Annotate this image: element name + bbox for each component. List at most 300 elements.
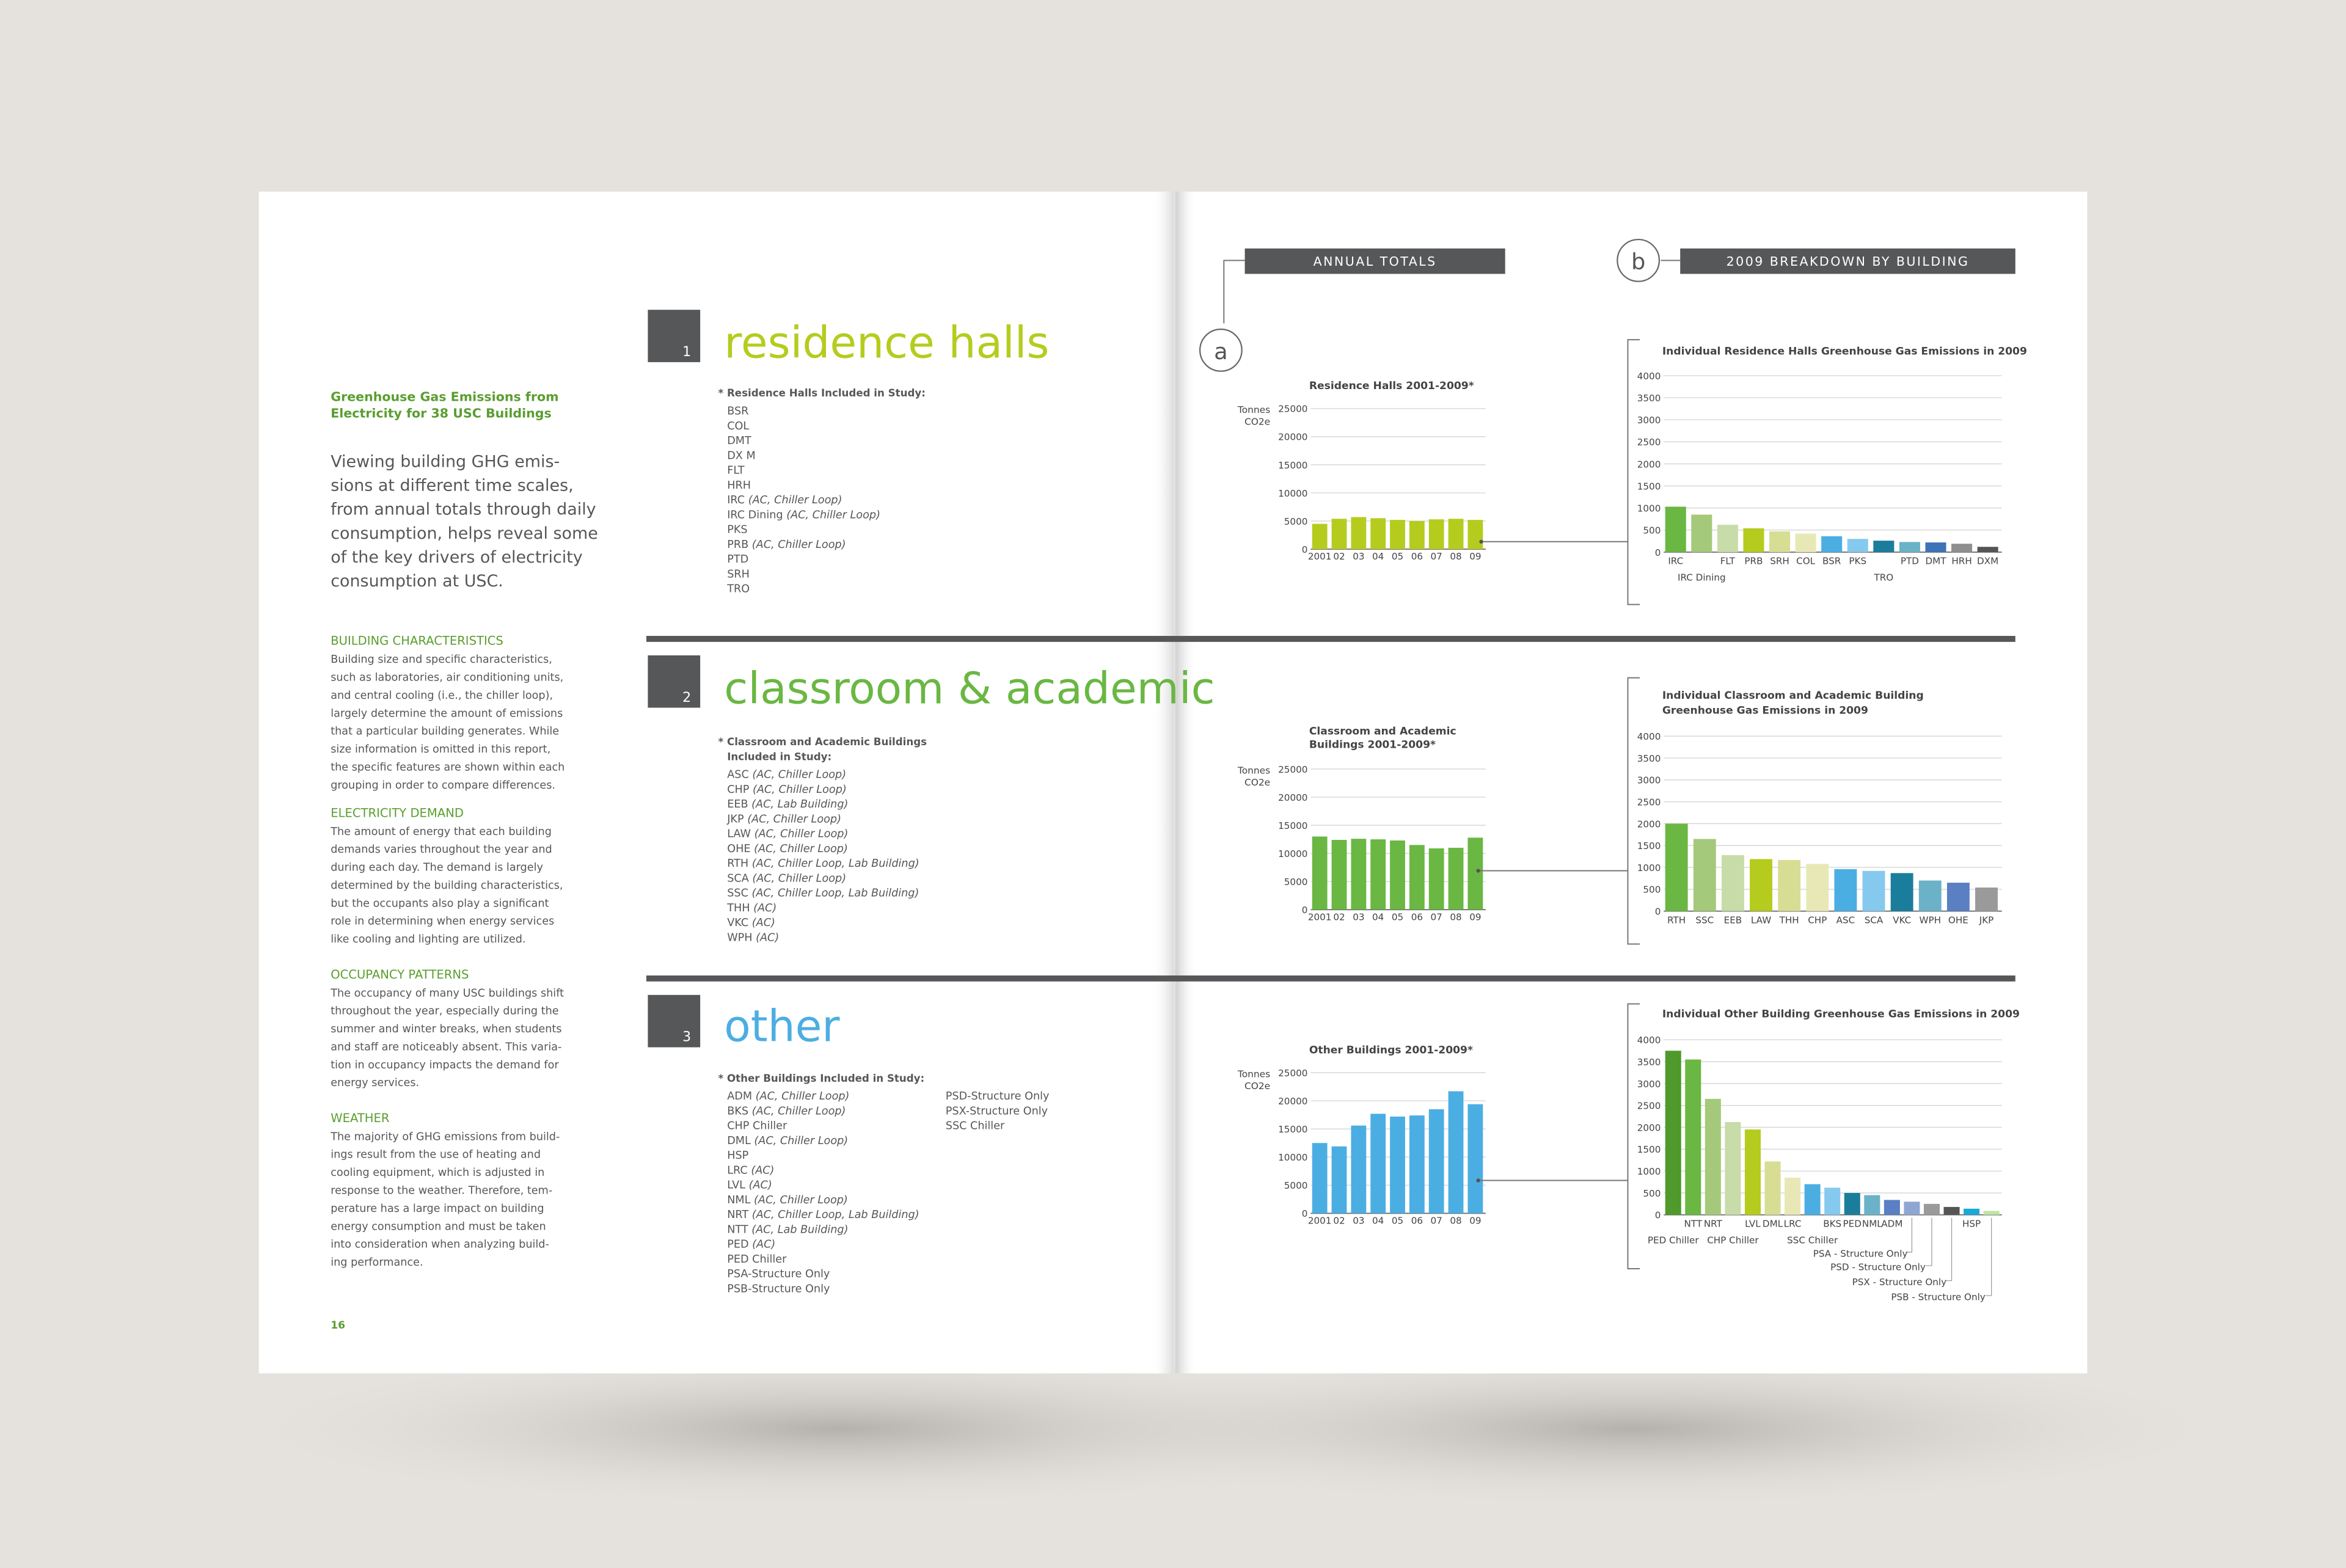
tick-label: 2500: [1637, 437, 1661, 448]
building-item: PSB-Structure Only: [727, 1283, 830, 1296]
building-item: OHE (AC, Chiller Loop): [727, 842, 848, 855]
bar: [1390, 841, 1405, 910]
category-label: IRC: [1668, 555, 1684, 567]
tick-label: 15000: [1278, 820, 1308, 831]
divider-2: [646, 975, 2015, 982]
section-line: summer and winter breaks, when students: [331, 1023, 562, 1036]
bar: [1750, 859, 1772, 911]
bar: [1332, 840, 1347, 910]
building-item: PTD: [727, 553, 749, 566]
tick-label: 15000: [1278, 1124, 1308, 1136]
y-axis-label-unit: CO2e: [1244, 776, 1271, 788]
intro-line: Viewing building GHG emis-: [331, 452, 560, 472]
bar: [1806, 864, 1829, 911]
section-line: response to the weather. Therefore, tem-: [331, 1184, 553, 1197]
bar: [1844, 1193, 1860, 1215]
bar: [1409, 1115, 1425, 1213]
section-line: Building size and specific characteristics,: [331, 654, 552, 666]
bar: [1891, 873, 1913, 911]
bar: [1873, 541, 1894, 552]
building-item: CHP Chiller: [727, 1120, 787, 1132]
included-title: * Classroom and Academic Buildings: [718, 735, 927, 748]
section-line: and staff are noticeably absent. This varia-: [331, 1041, 562, 1054]
category-label: 06: [1411, 911, 1423, 923]
bar: [1685, 1060, 1701, 1215]
tick-label: 3500: [1637, 753, 1661, 764]
section-line: energy services.: [331, 1077, 420, 1090]
section-line: and central cooling (i.e., the chiller loop),: [331, 689, 554, 702]
chart-title: Other Buildings 2001-2009*: [1309, 1044, 1473, 1057]
category-label: 05: [1391, 551, 1404, 563]
category-label: 05: [1391, 1215, 1404, 1227]
building-item: PSA-Structure Only: [727, 1268, 830, 1281]
bar: [1805, 1184, 1821, 1215]
bar: [1978, 547, 1998, 552]
category-label: 2001: [1307, 551, 1332, 563]
tick-label: 1500: [1637, 841, 1661, 852]
category-label: 03: [1353, 911, 1365, 923]
category-label: LRC: [1783, 1218, 1802, 1230]
category-label: CHP: [1808, 914, 1827, 926]
section-line: size information is omitted in this report,: [331, 743, 551, 756]
category-label: 07: [1430, 1215, 1442, 1227]
tick-label: 3500: [1637, 392, 1661, 404]
building-item: IRC Dining (AC, Chiller Loop): [727, 509, 880, 522]
category-label: 06: [1411, 551, 1423, 563]
building-item: LAW (AC, Chiller Loop): [727, 828, 849, 841]
bar: [1312, 524, 1328, 549]
bar: [1665, 1051, 1681, 1215]
section-line: such as laboratories, air conditioning units,: [331, 671, 564, 684]
section-line: The amount of energy that each building: [331, 825, 552, 838]
bar: [1449, 1092, 1464, 1214]
building-item: RTH (AC, Chiller Loop, Lab Building): [727, 858, 919, 870]
tick-label: 0: [1301, 1208, 1308, 1220]
tick-label: 5000: [1284, 516, 1308, 527]
tick-label: 1500: [1637, 1144, 1661, 1156]
category-label: HRH: [1951, 555, 1972, 567]
bar: [1769, 531, 1790, 552]
tick-label: 25000: [1278, 1068, 1308, 1079]
tick-label: 0: [1301, 544, 1308, 555]
building-item: NTT (AC, Lab Building): [727, 1223, 849, 1236]
bar: [1332, 1147, 1347, 1214]
included-title: Included in Study:: [727, 751, 832, 763]
category-label: 04: [1372, 551, 1384, 563]
section-line: but the occupants also play a significant: [331, 897, 549, 910]
bar: [1390, 1117, 1405, 1213]
section-line: energy consumption and must be taken: [331, 1220, 546, 1233]
intro-line: sions at different time scales,: [331, 476, 574, 495]
category-label: 02: [1333, 1215, 1345, 1227]
section-line: The occupancy of many USC buildings shift: [331, 987, 565, 1000]
bar: [1919, 881, 1942, 911]
tick-label: 5000: [1284, 877, 1308, 888]
category-label: PSD - Structure Only: [1830, 1261, 1926, 1273]
bar: [1390, 520, 1405, 549]
category-label: 02: [1333, 911, 1345, 923]
bar: [1351, 517, 1366, 549]
building-item: CHP (AC, Chiller Loop): [727, 783, 847, 796]
category-label: 08: [1450, 911, 1462, 923]
category-label: NTT: [1684, 1218, 1703, 1230]
section-title: BUILDING CHARACTERISTICS: [331, 633, 503, 648]
bar: [1944, 1207, 1960, 1215]
intro-line: of the key drivers of electricity: [331, 548, 583, 567]
tick-label: 2500: [1637, 1100, 1661, 1112]
bar: [1925, 542, 1946, 552]
bar: [1409, 845, 1425, 910]
category-label: DMT: [1925, 555, 1946, 567]
sidebar-headline-line-1: Greenhouse Gas Emissions from: [331, 389, 559, 404]
bar: [1745, 1129, 1761, 1215]
section-line: cooling equipment, which is adjusted in: [331, 1167, 545, 1180]
category-label: SRH: [1770, 555, 1789, 567]
category-label: 07: [1430, 551, 1442, 563]
bar: [1975, 888, 1998, 911]
building-item: NRT (AC, Chiller Loop, Lab Building): [727, 1209, 919, 1222]
building-item: NML (AC, Chiller Loop): [727, 1194, 848, 1206]
category-label: PSA - Structure Only: [1813, 1248, 1908, 1260]
connector-dot: [1479, 540, 1483, 544]
bar: [1467, 837, 1483, 910]
category-label: EEB: [1723, 914, 1742, 926]
included-title: * Residence Halls Included in Study:: [718, 387, 926, 399]
bar: [1951, 544, 1972, 552]
category-label: 09: [1469, 911, 1482, 923]
bar: [1899, 542, 1920, 552]
category-label: 08: [1450, 551, 1462, 563]
category-label: SSC: [1695, 914, 1714, 926]
category-label: 2001: [1307, 911, 1332, 923]
connector-dot: [1476, 869, 1480, 872]
tick-label: 4000: [1637, 731, 1661, 743]
bar: [1764, 1161, 1780, 1214]
category-label: PSX - Structure Only: [1852, 1276, 1947, 1288]
bar: [1864, 1195, 1880, 1215]
page-number: 16: [331, 1319, 346, 1332]
connector-dot: [1476, 1178, 1480, 1182]
building-item: COL: [727, 420, 750, 432]
tick-label: 0: [1654, 1209, 1661, 1221]
tick-label: 10000: [1278, 1152, 1308, 1164]
tick-label: 25000: [1278, 764, 1308, 775]
building-item: BSR: [727, 405, 749, 418]
bar: [1847, 539, 1868, 552]
bar: [1429, 1109, 1444, 1213]
category-label: THH: [1779, 914, 1799, 926]
category-label: SCA: [1864, 914, 1884, 926]
tick-label: 0: [1301, 905, 1308, 916]
tick-label: 1500: [1637, 481, 1661, 492]
group-number: 3: [682, 1029, 692, 1045]
intro-line: consumption at USC.: [331, 572, 503, 591]
chart-title: Greenhouse Gas Emissions in 2009: [1662, 704, 1868, 717]
group-number: 2: [682, 690, 692, 706]
tick-label: 0: [1654, 906, 1661, 917]
bar: [1429, 848, 1444, 910]
section-line: into consideration when analyzing build-: [331, 1238, 549, 1251]
category-label: 2001: [1307, 1215, 1332, 1227]
tick-label: 500: [1643, 525, 1661, 536]
section-line: perature has a large impact on building: [331, 1202, 544, 1215]
category-label: PED Chiller: [1647, 1234, 1699, 1246]
building-item: DML (AC, Chiller Loop): [727, 1134, 849, 1147]
category-label: JKP: [1979, 914, 1994, 926]
bar: [1691, 515, 1712, 552]
building-item: PSX-Structure Only: [945, 1105, 1048, 1118]
tick-label: 20000: [1278, 792, 1308, 803]
group-title: classroom & academic: [724, 663, 1215, 714]
tick-label: 2000: [1637, 1122, 1661, 1134]
category-label: DXM: [1977, 555, 1999, 567]
tick-label: 15000: [1278, 459, 1308, 471]
category-label: 06: [1411, 1215, 1423, 1227]
category-label: ASC: [1836, 914, 1855, 926]
category-label: BKS: [1823, 1218, 1842, 1230]
building-item: LVL (AC): [727, 1179, 772, 1192]
section-line: tion in occupancy impacts the demand for: [331, 1059, 559, 1071]
bar: [1429, 519, 1444, 549]
building-item: PSD-Structure Only: [945, 1090, 1050, 1103]
bar: [1964, 1209, 1979, 1215]
building-item: VKC (AC): [727, 917, 775, 930]
building-item: SSC (AC, Chiller Loop, Lab Building): [727, 887, 919, 900]
section-line: that a particular building generates. While: [331, 725, 560, 738]
y-axis-label-unit: CO2e: [1244, 1081, 1271, 1092]
category-label: 03: [1353, 551, 1365, 563]
category-label: PSB - Structure Only: [1891, 1291, 1986, 1303]
category-label: LAW: [1750, 914, 1772, 926]
category-label: 05: [1391, 911, 1404, 923]
category-label: 07: [1430, 911, 1442, 923]
group-title: residence halls: [724, 317, 1050, 368]
section-line: during each day. The demand is largely: [331, 861, 543, 874]
section-line: The majority of GHG emissions from build-: [331, 1131, 560, 1143]
building-item: SRH: [727, 568, 750, 581]
tick-label: 3000: [1637, 775, 1661, 786]
bar: [1467, 1104, 1483, 1214]
building-item: EEB (AC, Lab Building): [727, 798, 849, 811]
building-item: JKP (AC, Chiller Loop): [727, 813, 841, 826]
breakdown-label: 2009 BREAKDOWN BY BUILDING: [1726, 253, 1970, 269]
tick-label: 20000: [1278, 1096, 1308, 1107]
section-line: ing performance.: [331, 1256, 423, 1269]
group-number-box: [648, 655, 700, 708]
building-item: PKS: [727, 523, 748, 536]
bar: [1904, 1202, 1920, 1214]
y-axis-label: Tonnes: [1237, 404, 1271, 416]
chart-title: Individual Residence Halls Greenhouse Gas Emissions in 2009: [1662, 345, 2027, 358]
tick-label: 4000: [1637, 1035, 1661, 1046]
bar: [1705, 1099, 1721, 1215]
building-item: IRC (AC, Chiller Loop): [727, 494, 842, 507]
category-label: WPH: [1919, 914, 1942, 926]
bar: [1778, 860, 1800, 911]
bar: [1834, 869, 1857, 911]
category-label: OHE: [1948, 914, 1968, 926]
building-item: ADM (AC, Chiller Loop): [727, 1090, 850, 1103]
category-label: VKC: [1893, 914, 1912, 926]
category-label: PKS: [1849, 555, 1867, 567]
tick-label: 3500: [1637, 1056, 1661, 1068]
section-line: determined by the building characteristics,: [331, 879, 563, 892]
bar: [1743, 528, 1764, 552]
tick-label: 500: [1643, 1187, 1661, 1199]
bar: [1884, 1200, 1900, 1214]
section-line: role in determining when energy services: [331, 915, 555, 928]
chart-title: Residence Halls 2001-2009*: [1309, 379, 1474, 392]
bar: [1824, 1187, 1840, 1214]
category-label: IRC Dining: [1677, 572, 1726, 583]
bar: [1694, 839, 1716, 911]
category-label: RTH: [1667, 914, 1686, 926]
bar: [1717, 525, 1738, 552]
tick-label: 2000: [1637, 459, 1661, 470]
bar: [1796, 534, 1816, 552]
category-label: BSR: [1822, 555, 1841, 567]
section-line: grouping in order to compare differences.: [331, 779, 556, 792]
bar: [1312, 1143, 1328, 1213]
tick-label: 1000: [1637, 503, 1661, 514]
building-item: SCA (AC, Chiller Loop): [727, 872, 847, 885]
category-label: PED: [1843, 1218, 1862, 1230]
tick-label: 2500: [1637, 797, 1661, 808]
y-axis-label: Tonnes: [1237, 1068, 1271, 1080]
bar: [1370, 1114, 1386, 1213]
category-label: ADM: [1881, 1218, 1903, 1230]
group-number-box: [648, 310, 700, 362]
category-label: DML: [1762, 1218, 1783, 1230]
category-label: SSC Chiller: [1787, 1234, 1838, 1246]
building-item: HRH: [727, 479, 751, 492]
building-item: FLT: [727, 464, 745, 477]
bar: [1312, 837, 1328, 910]
building-item: DX M: [727, 450, 756, 462]
tick-label: 4000: [1637, 370, 1661, 382]
bar: [1785, 1178, 1800, 1215]
group-number: 1: [682, 345, 692, 360]
bar: [1351, 839, 1366, 910]
y-axis-label: Tonnes: [1237, 765, 1271, 776]
tick-label: 3000: [1637, 1078, 1661, 1090]
building-item: DMT: [727, 435, 751, 448]
chart-title-line-2: Buildings 2001-2009*: [1309, 738, 1436, 751]
bar: [1984, 1211, 2000, 1214]
category-label: 04: [1372, 1215, 1384, 1227]
y-axis-label-unit: CO2e: [1244, 416, 1271, 428]
building-item: WPH (AC): [727, 932, 780, 944]
bar: [1665, 823, 1688, 911]
group-title: other: [724, 1001, 840, 1052]
bar: [1722, 855, 1744, 911]
tick-label: 20000: [1278, 431, 1308, 443]
bar: [1947, 883, 1970, 911]
bar: [1665, 506, 1686, 552]
section-line: largely determine the amount of emissions: [331, 707, 563, 720]
category-label: 09: [1469, 551, 1482, 563]
bar: [1332, 519, 1347, 549]
section-line: the specific features are shown within each: [331, 761, 565, 774]
building-item: SSC Chiller: [945, 1120, 1005, 1132]
chart-title: Individual Classroom and Academic Building: [1662, 689, 1924, 702]
category-label: COL: [1796, 555, 1816, 567]
section-line: throughout the year, especially during the: [331, 1005, 559, 1018]
tick-label: 10000: [1278, 487, 1308, 499]
building-item: PED (AC): [727, 1238, 776, 1251]
category-label: HSP: [1962, 1218, 1981, 1230]
section-title: WEATHER: [331, 1110, 390, 1125]
category-label: 03: [1353, 1215, 1365, 1227]
intro-line: consumption, helps reveal some: [331, 523, 598, 543]
section-title: ELECTRICITY DEMAND: [331, 806, 464, 820]
category-label: 09: [1469, 1215, 1482, 1227]
bar: [1725, 1122, 1741, 1215]
category-label: NRT: [1703, 1218, 1722, 1230]
bar: [1449, 519, 1464, 549]
category-label: 08: [1450, 1215, 1462, 1227]
building-item: PRB (AC, Chiller Loop): [727, 538, 846, 551]
building-item: PED Chiller: [727, 1253, 787, 1266]
bar: [1924, 1204, 1940, 1215]
chart-title: Classroom and Academic: [1309, 725, 1456, 738]
section-line: demands varies throughout the year and: [331, 844, 552, 856]
bar: [1467, 520, 1483, 549]
category-label: PTD: [1900, 555, 1919, 567]
included-title: * Other Buildings Included in Study:: [718, 1072, 925, 1084]
bar: [1409, 521, 1425, 549]
tick-label: 500: [1643, 884, 1661, 895]
building-item: HSP: [727, 1150, 749, 1162]
category-label: TRO: [1874, 572, 1894, 583]
tick-label: 0: [1654, 547, 1661, 558]
sidebar-headline-line-2: Electricity for 38 USC Buildings: [331, 406, 552, 421]
category-label: FLT: [1720, 555, 1736, 567]
tick-label: 2000: [1637, 819, 1661, 830]
section-line: ings result from the use of heating and: [331, 1148, 541, 1161]
tick-label: 3000: [1637, 415, 1661, 426]
annual-totals-label: ANNUAL TOTALS: [1313, 253, 1437, 269]
bar: [1821, 536, 1842, 552]
category-label: CHP Chiller: [1707, 1234, 1759, 1246]
bar: [1370, 839, 1386, 910]
category-label: 04: [1372, 911, 1384, 923]
bar: [1351, 1126, 1366, 1214]
tick-label: 10000: [1278, 848, 1308, 860]
building-item: TRO: [727, 583, 750, 596]
tick-label: 1000: [1637, 1166, 1661, 1178]
section-title: OCCUPANCY PATTERNS: [331, 967, 469, 982]
tick-label: 25000: [1278, 403, 1308, 415]
section-line: like cooling and lighting are utilized.: [331, 933, 526, 946]
tick-label: 5000: [1284, 1180, 1308, 1192]
category-label: NML: [1862, 1218, 1882, 1230]
group-number-box: [648, 995, 700, 1048]
building-item: THH (AC): [727, 902, 777, 914]
building-item: LRC (AC): [727, 1164, 775, 1177]
building-item: BKS (AC, Chiller Loop): [727, 1105, 846, 1118]
building-item: ASC (AC, Chiller Loop): [727, 768, 847, 781]
category-label: PRB: [1744, 555, 1763, 567]
bar: [1449, 848, 1464, 910]
intro-line: from annual totals through daily: [331, 500, 596, 519]
divider-1: [646, 636, 2015, 642]
marker-a-label: a: [1214, 338, 1228, 365]
marker-b-label: b: [1631, 249, 1646, 275]
bar: [1863, 871, 1885, 911]
category-label: 02: [1333, 551, 1345, 563]
category-label: LVL: [1745, 1218, 1761, 1230]
